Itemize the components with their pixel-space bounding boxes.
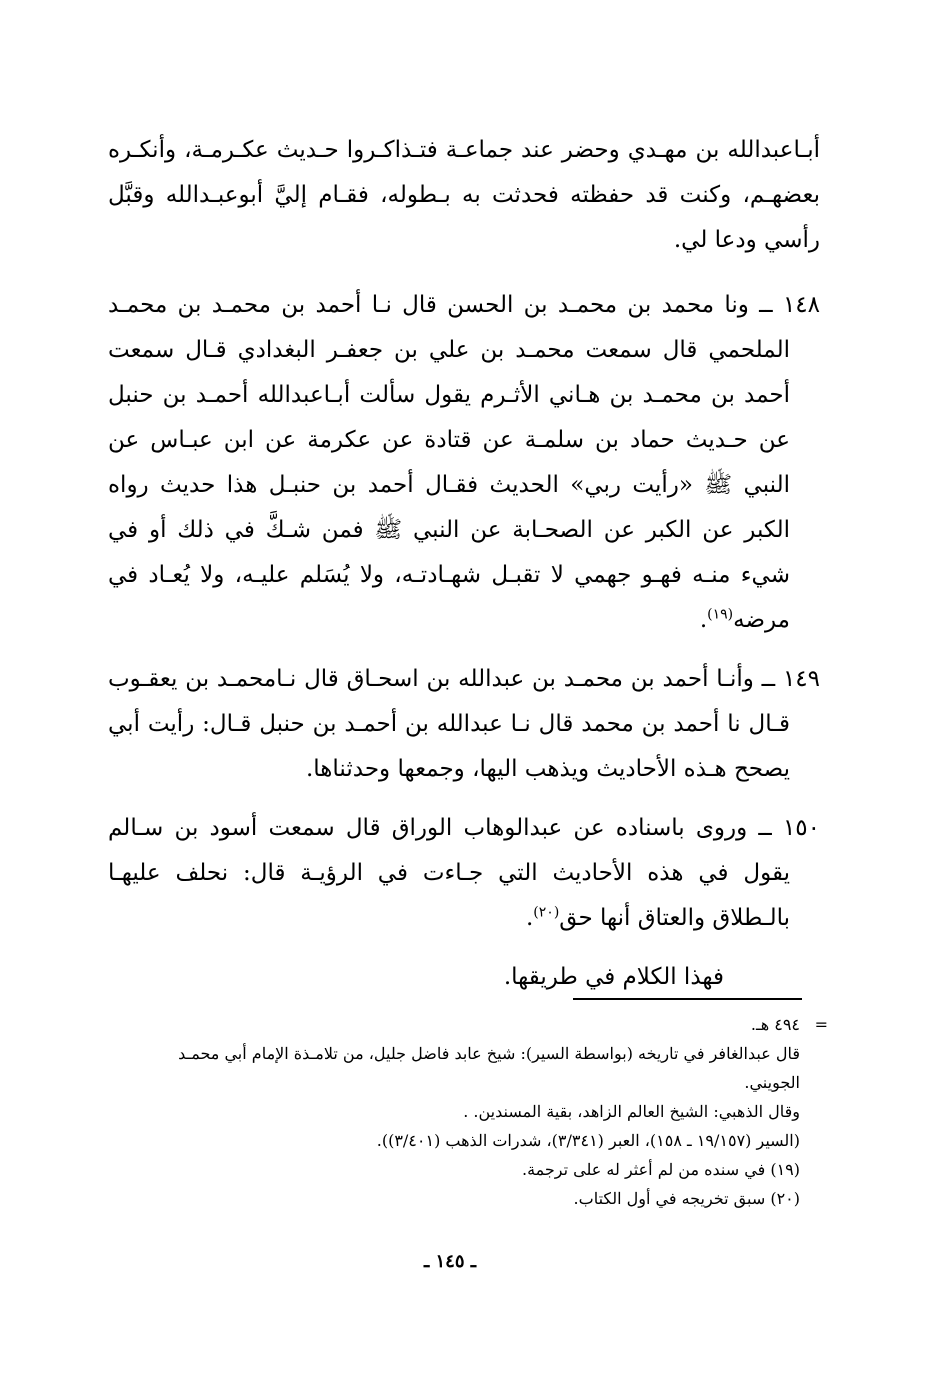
footnote-19: (١٩) في سنده من لم أعثر له على ترجمة.: [521, 1160, 800, 1179]
paragraph-149-text: ١٤٩ ــ وأنـا أحمد بن محمـد بن عبدالله بن اسحـاق قال نـامحمـد بن يعقـوب قـال نا أحمد بن محمد قال نـا عبدالله بن أحمـد بن حنبل قـال: رأيت أبي يصحح هـذه الأحاديث ويذهب اليها، وجمعها وحدثناها.: [108, 666, 820, 782]
paragraph-148-text: ١٤٨ ــ ونا محمد بن محمـد بن الحسن قال نـا أحمد بن محمـد بن محمـد الملحمي قال سمعت محمـد بن علي بن جعفـر البغدادي قـال سمعت أحمد بن محمـد بن هـاني الأثـرم يقول سألت أبـاعبدالله أحمـد بن حنبل عن حـديث حماد بن سلمـة عن قتادة عن عكرمة عن ابن عبـاس عن النبي ﷺ «رأيت ربي» الحديث فقـال أحمد بن حنبـل هذا حديث رواه الكبر عن الكبر عن الصحـابة عن النبي ﷺ فمن شـكَّ في ذلك أو في شيء منـه فهـو جهمي لا تقبـل شهـادتـه، ولا يُسَلم عليـه، ولا يُعـاد في مرضه: [108, 292, 820, 633]
closing-line-text: فهذا الكلام في طريقها.: [503, 964, 724, 990]
footnotes-block: [108, 1010, 828, 1213]
footnote-line: وقال الذهبي: الشيخ العالم الزاهد، بقية المسندين. .: [463, 1102, 800, 1121]
footnote-line: قال عبدالغافر في تاريخه (بواسطة السير): شيخ عابد فاضل جليل، من تلامـذة الإمام أبي محمـد: [178, 1044, 800, 1063]
footnote-separator: [573, 998, 802, 1000]
main-text-block: [108, 128, 820, 1000]
footnote-line: الجويني.: [744, 1073, 800, 1092]
paragraph-150-text: ١٥٠ ــ وروى باسناده عن عبدالوهاب الوراق قال سمعت أسود بن سـالم يقول في هذه الأحاديث التي جـاءت في الرؤيـة قال: نحلف عليهـا بالـطلاق والعتاق أنها حق: [108, 815, 820, 931]
page-number: ـ ١٤٥ ـ: [423, 1251, 477, 1272]
paragraph-148-end: .: [699, 607, 708, 633]
closing-line: [108, 955, 724, 1000]
paragraph-150: [108, 806, 820, 941]
paragraph-continuation-text: أبـاعبدالله بن مهـدي وحضر عند جماعـة فتـذاكـروا حـديث عكـرمـة، وأنكـره بعضهـم، وكنت قد حفظته فحدثت به بـطوله، فقـام إليَّ أبوعبـدالله وقبَّل رأسي ودعا لي.: [108, 137, 820, 253]
footnote-ref-19: (١٩): [707, 606, 734, 623]
footnote-sources: (السير (١٩/١٥٧ ـ ١٥٨)، العبر (٣/٣٤١)، شدرات الذهب (٣/٤٠١)).: [376, 1131, 800, 1150]
paragraph-150-end: .: [525, 905, 534, 931]
paragraph-continuation: [108, 128, 820, 263]
paragraph-148: [108, 283, 820, 643]
footnote-year: ٤٩٤ هـ.: [750, 1015, 800, 1034]
footnote-20: (٢٠) سبق تخريجه في أول الكتاب.: [573, 1189, 800, 1208]
continuation-marker: =: [814, 1015, 828, 1034]
paragraph-149: [108, 657, 820, 792]
footnote-continuation-line: [108, 1010, 828, 1039]
footnote-ref-20: (٢٠): [533, 904, 560, 921]
